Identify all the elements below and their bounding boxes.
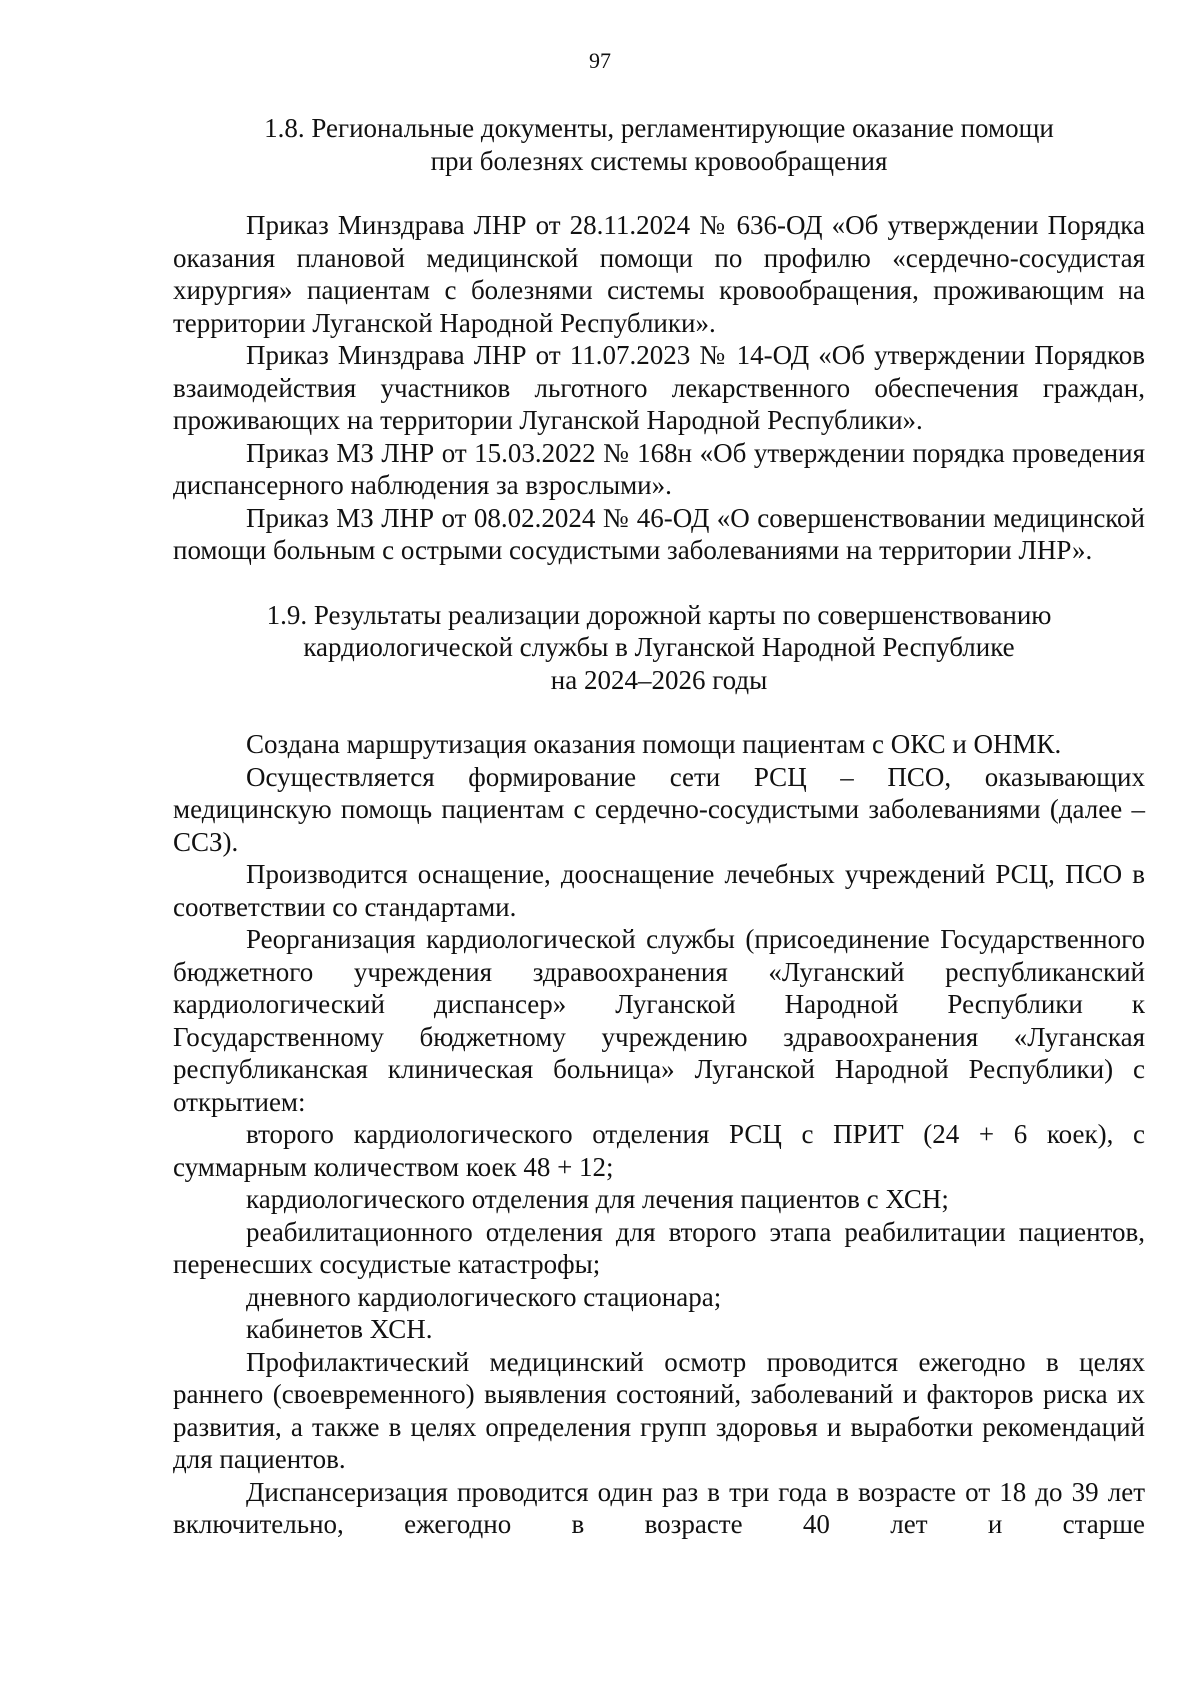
list-item: кардиологического отделения для лечения пациентов с ХСН; bbox=[246, 1184, 949, 1214]
paragraph: Реорганизация кардиологической службы (присоединение Государственного бюджетного учреждения здравоохранения «Луганский республиканский кардиологический диспансер» Луганской Народной Республики к Государственному бюджетному учреждению здравоохранения «Луганская республиканская клиническая больница» Луганской Народной Республики) с открытием: bbox=[173, 924, 1145, 1117]
list-item: второго кардиологического отделения РСЦ с ПРИТ (24 + 6 коек), с суммарным количеством коек 48 + 12; bbox=[173, 1119, 1145, 1182]
page-content bbox=[173, 112, 1145, 1541]
heading-line: при болезнях системы кровообращения bbox=[430, 145, 888, 176]
paragraph: Приказ МЗ ЛНР от 08.02.2024 № 46-ОД «О совершенствовании медицинской помощи больным с острыми сосудистыми заболеваниями на территории ЛНР». bbox=[173, 502, 1145, 565]
heading-line: на 2024–2026 годы bbox=[550, 664, 768, 695]
section-1-9-heading bbox=[173, 599, 1145, 697]
paragraph: Диспансеризация проводится один раз в три года в возрасте от 18 до 39 лет включительно, ежегодно в возрасте 40 лет и старше bbox=[173, 1476, 1145, 1539]
paragraph: Приказ Минздрава ЛНР от 28.11.2024 № 636-ОД «Об утверждении Порядка оказания плановой медицинской помощи по профилю «сердечно-сосудистая хирургия» пациентам с болезнями системы кровообращения, проживающим на территории Луганской Народной Республики». bbox=[173, 210, 1145, 338]
heading-line: 1.8. Региональные документы, регламентирующие оказание помощи bbox=[264, 113, 1054, 143]
list-item: кабинетов ХСН. bbox=[246, 1314, 433, 1344]
paragraph: Приказ МЗ ЛНР от 15.03.2022 № 168н «Об утверждении порядка проведения диспансерного наблюдения за взрослыми». bbox=[173, 437, 1145, 500]
heading-line: 1.9. Результаты реализации дорожной карты по совершенствованию bbox=[266, 599, 1052, 630]
paragraph: Осуществляется формирование сети РСЦ – ПСО, оказывающих медицинскую помощь пациентам с сердечно-сосудистыми заболеваниями (далее – ССЗ). bbox=[173, 761, 1145, 857]
page-number: 97 bbox=[589, 48, 611, 73]
list-item: дневного кардиологического стационара; bbox=[246, 1281, 722, 1312]
paragraph: Профилактический медицинский осмотр проводится ежегодно в целях раннего (своевременного) выявления состояний, заболеваний и факторов риска их развития, а также в целях определения групп здоровья и выработки рекомендаций для пациентов. bbox=[173, 1346, 1145, 1474]
paragraph: Создана маршрутизация оказания помощи пациентам с ОКС и ОНМК. bbox=[246, 729, 1062, 759]
paragraph: Приказ Минздрава ЛНР от 11.07.2023 № 14-ОД «Об утверждении Порядков взаимодействия участников льготного лекарственного обеспечения граждан, проживающих на территории Луганской Народной Республики». bbox=[173, 340, 1145, 435]
list-item: реабилитационного отделения для второго этапа реабилитации пациентов, перенесших сосудистые катастрофы; bbox=[173, 1216, 1145, 1279]
paragraph: Производится оснащение, дооснащение лечебных учреждений РСЦ, ПСО в соответствии со стандартами. bbox=[173, 859, 1145, 922]
heading-line: кардиологической службы в Луганской Народной Республике bbox=[303, 632, 1015, 662]
section-1-8-heading bbox=[173, 112, 1145, 177]
